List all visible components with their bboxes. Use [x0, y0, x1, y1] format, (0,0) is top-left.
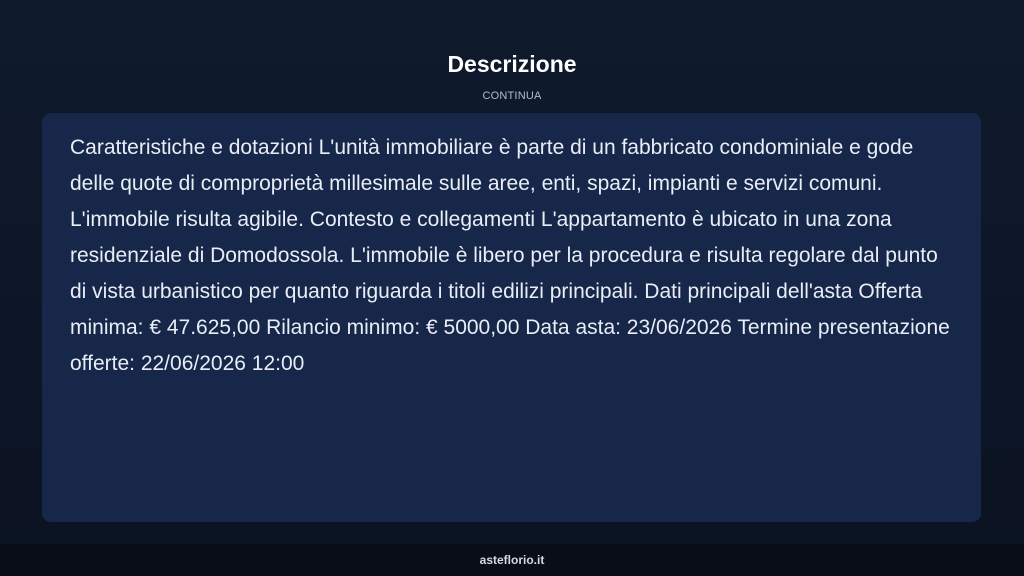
- page-title: Descrizione: [447, 51, 577, 77]
- footer-site-name: asteflorio.it: [479, 553, 545, 567]
- continue-link[interactable]: CONTINUA: [482, 90, 542, 102]
- description-text: Caratteristiche e dotazioni L'unità immobiliare è parte di un fabbricato condominiale e gode delle quote di comproprietà millesimale sulle aree, enti, spazi, impianti e servizi comuni. L'immobile risulta agibile. Contesto e collegamenti L'appartamento è ubicato in una zona residenziale di Domodossola. L'immobile è libero per la procedura e risulta regolare dal punto di vista urbanistico per quanto riguarda i titoli edilizi principali. Dati principali dell'asta Offerta minima: € 47.625,00 Rilancio minimo: € 5000,00 Data asta: 23/06/2026 Termine presentazione offerte: 22/06/2026 12:00: [70, 136, 950, 375]
- footer-bar: [0, 544, 1024, 576]
- description-card: [42, 113, 981, 522]
